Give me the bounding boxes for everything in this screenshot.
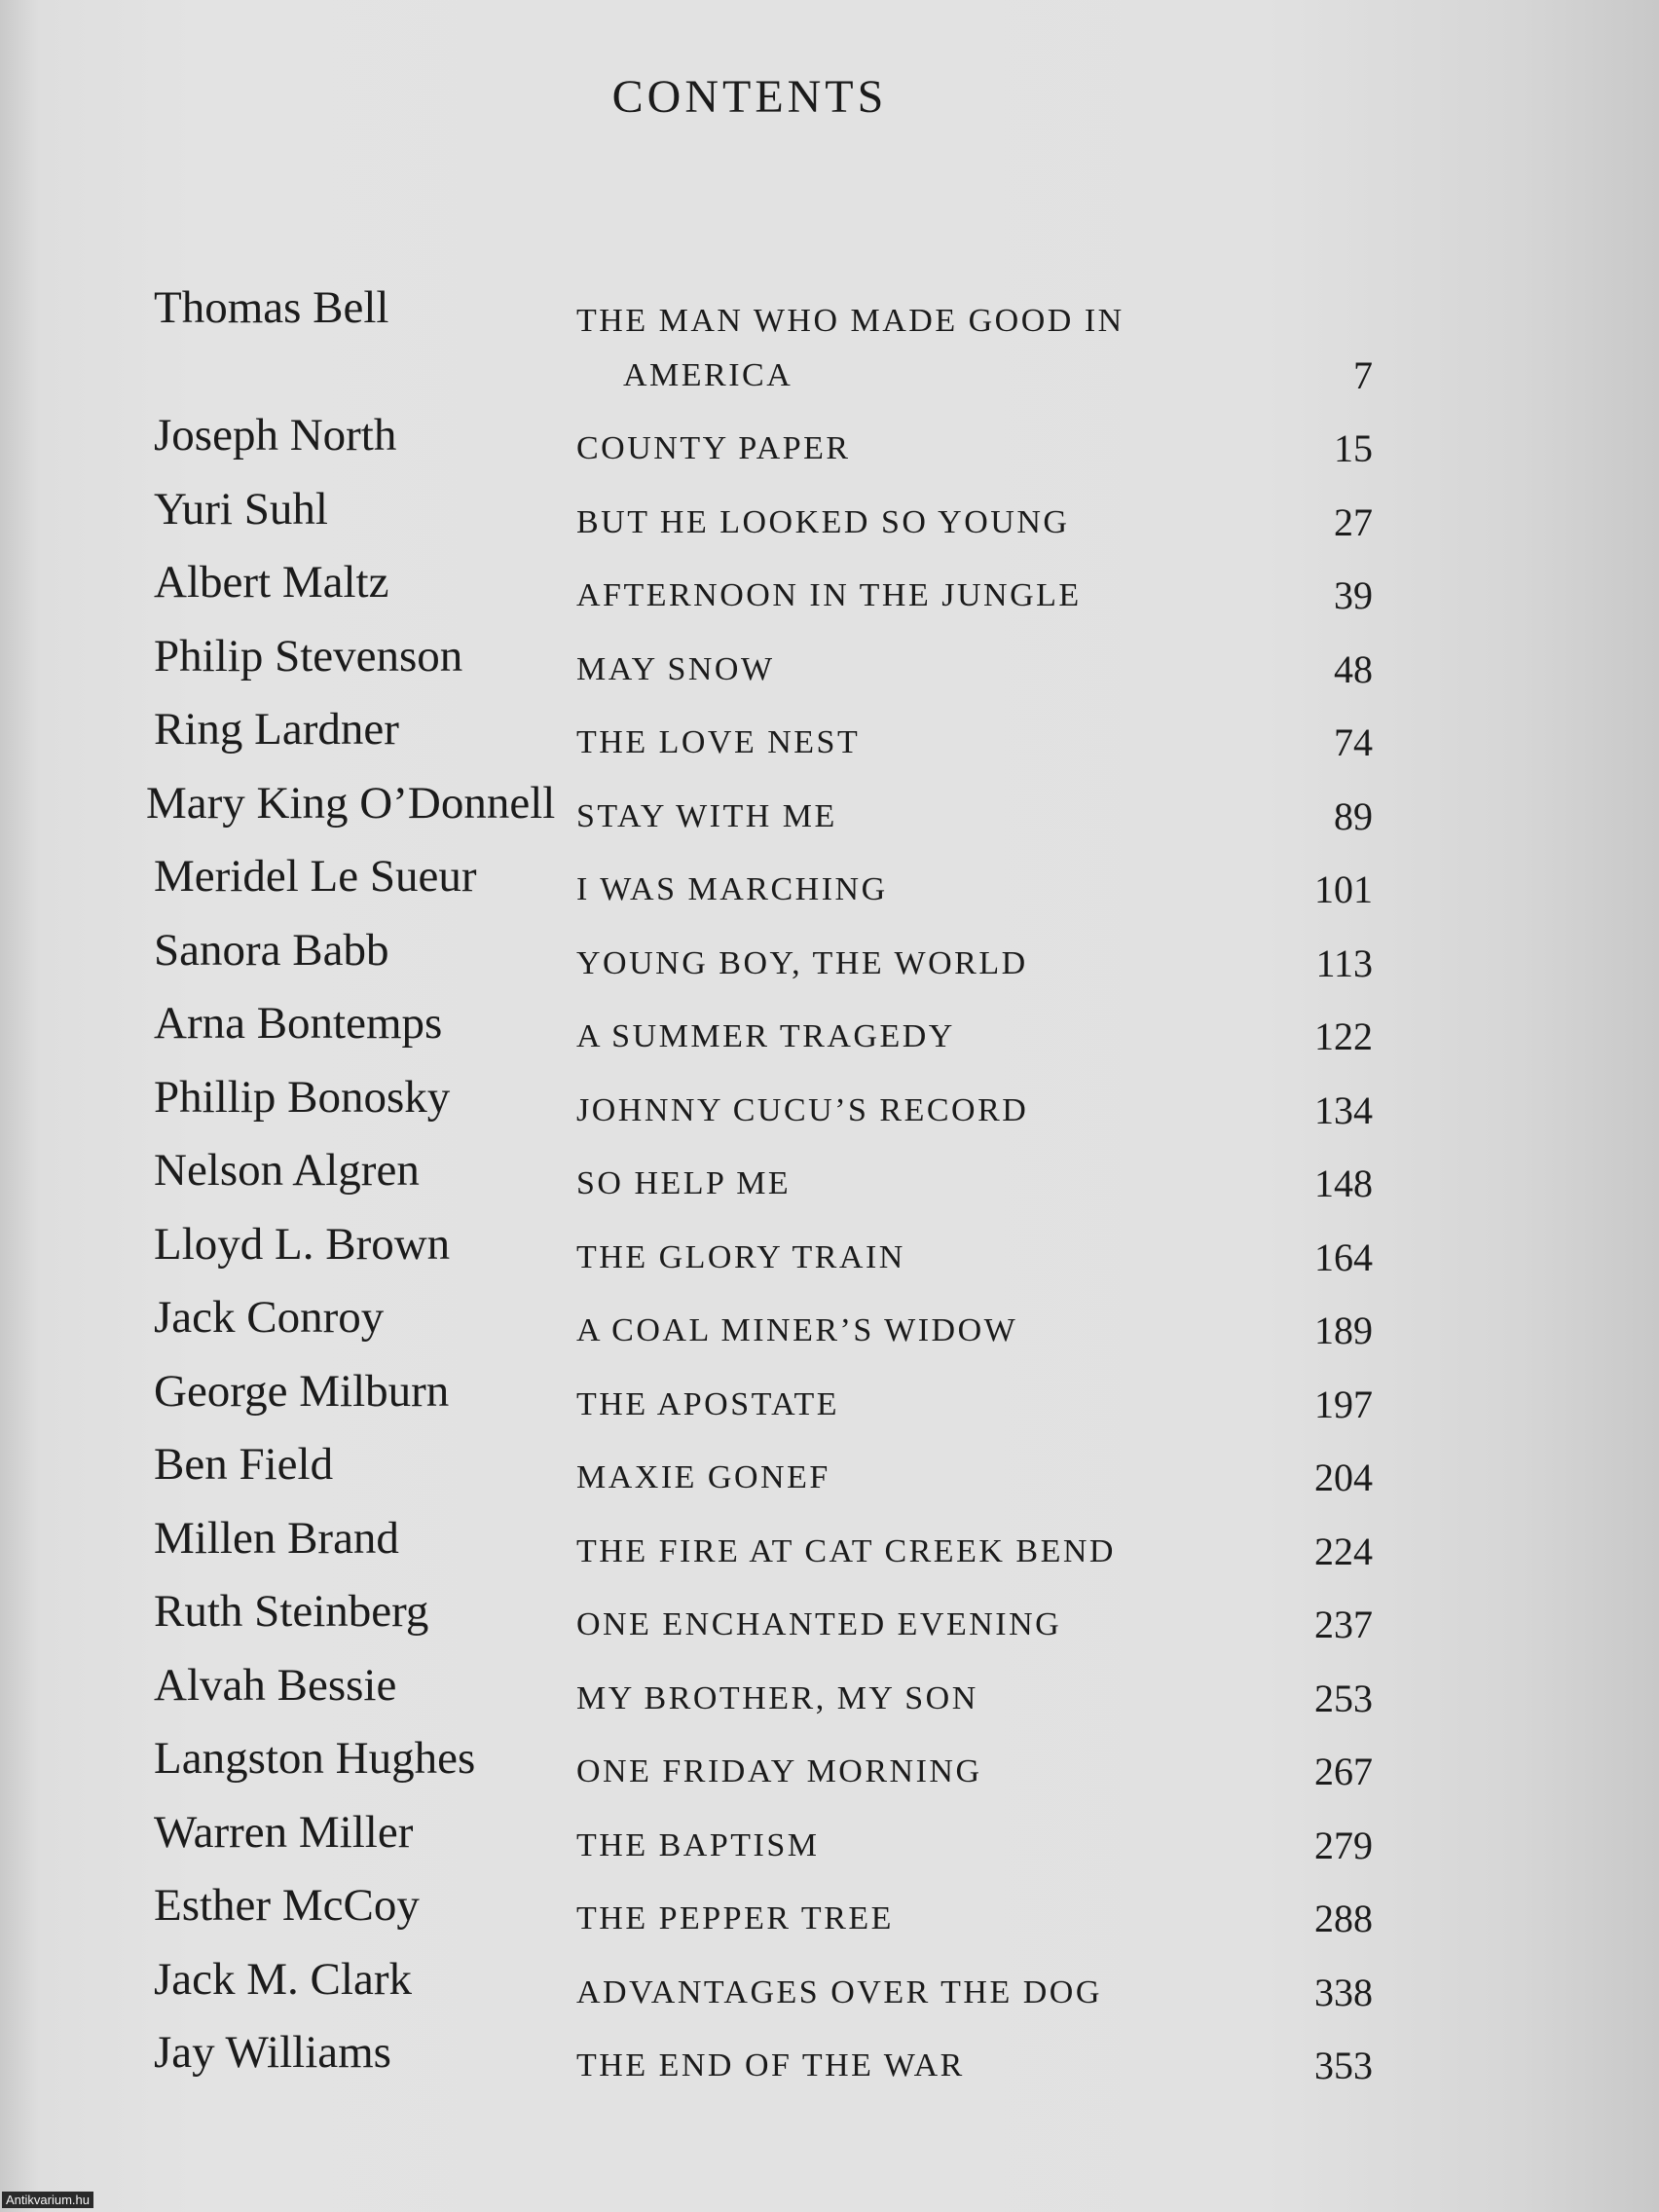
page-number: 15 [1334, 426, 1373, 470]
author-name: Langston Hughes [154, 1733, 476, 1784]
author-name: Ruth Steinberg [154, 1586, 429, 1637]
story-title: THE LOVE NEST [576, 724, 861, 760]
page-number: 74 [1334, 720, 1373, 764]
watermark: Antikvarium.hu [2, 2192, 93, 2208]
story-title: A SUMMER TRAGEDY [576, 1018, 955, 1054]
page-number: 197 [1314, 1382, 1373, 1426]
table-of-contents [146, 282, 1373, 2101]
author-name: Arna Bontemps [154, 998, 443, 1049]
author-name: Jack M. Clark [154, 1953, 412, 2005]
story-title: YOUNG BOY, THE WORLD [576, 944, 1028, 981]
toc-entry [146, 1292, 1373, 1366]
toc-entry [146, 2027, 1373, 2101]
page-number: 253 [1314, 1676, 1373, 1720]
page-number: 267 [1314, 1750, 1373, 1793]
author-name: Millen Brand [154, 1512, 399, 1564]
toc-entry [146, 1439, 1373, 1513]
author-name: Lloyd L. Brown [154, 1218, 451, 1270]
page-number: 48 [1334, 646, 1373, 691]
page-number: 353 [1314, 2044, 1373, 2087]
story-title: THE MAN WHO MADE GOOD IN AMERICA [576, 303, 1124, 393]
page-number: 122 [1314, 1014, 1373, 1058]
toc-entry [146, 282, 1373, 410]
author-name: Mary King O’Donnell [146, 777, 556, 829]
toc-entry [146, 631, 1373, 705]
story-title: I WAS MARCHING [576, 871, 888, 907]
story-title: ONE FRIDAY MORNING [576, 1753, 982, 1789]
story-title: THE APOSTATE [576, 1385, 840, 1422]
toc-entry [146, 851, 1373, 925]
story-title: MAXIE GONEF [576, 1459, 830, 1495]
story-title: ADVANTAGES OVER THE DOG [576, 1973, 1102, 2010]
author-name: Alvah Bessie [154, 1659, 397, 1711]
story-title: THE GLORY TRAIN [576, 1238, 905, 1275]
toc-entry [146, 484, 1373, 558]
author-name: Thomas Bell [154, 282, 389, 333]
page-number: 224 [1314, 1529, 1373, 1573]
page-number: 148 [1314, 1161, 1373, 1205]
author-name: Ben Field [154, 1439, 334, 1490]
author-name: Meridel Le Sueur [154, 851, 477, 902]
toc-entry [146, 1513, 1373, 1587]
page-number: 39 [1334, 573, 1373, 617]
toc-entry [146, 557, 1373, 631]
toc-entry [146, 1954, 1373, 2028]
page-number: 279 [1314, 1823, 1373, 1867]
author-name: Phillip Bonosky [154, 1071, 451, 1123]
author-name: Nelson Algren [154, 1145, 420, 1196]
page-number: 7 [1353, 353, 1373, 397]
author-name: Philip Stevenson [154, 630, 463, 682]
page-number: 101 [1314, 867, 1373, 911]
toc-entry [146, 998, 1373, 1072]
story-title: THE END OF THE WAR [576, 2047, 965, 2083]
toc-entry [146, 1733, 1373, 1807]
toc-entry [146, 925, 1373, 999]
page-number: 237 [1314, 1603, 1373, 1646]
page-number: 89 [1334, 793, 1373, 838]
author-name: Albert Maltz [154, 557, 389, 608]
story-title: THE BAPTISM [576, 1826, 820, 1863]
story-title: THE PEPPER TREE [576, 1900, 894, 1936]
page-number: 27 [1334, 499, 1373, 544]
story-title: THE FIRE AT CAT CREEK BEND [576, 1532, 1116, 1569]
page-number: 204 [1314, 1456, 1373, 1499]
story-title: MAY SNOW [576, 650, 775, 687]
toc-entry [146, 1219, 1373, 1293]
page-title: CONTENTS [611, 71, 888, 123]
story-title: MY BROTHER, MY SON [576, 1679, 978, 1716]
toc-entry [146, 704, 1373, 778]
toc-entry [146, 1366, 1373, 1440]
story-title: JOHNNY CUCU’S RECORD [576, 1091, 1029, 1128]
author-name: George Milburn [154, 1365, 450, 1417]
author-name: Warren Miller [154, 1806, 414, 1858]
toc-entry [146, 410, 1373, 484]
author-name: Jack Conroy [154, 1292, 385, 1343]
page-number: 134 [1314, 1088, 1373, 1132]
page-number: 164 [1314, 1235, 1373, 1279]
toc-entry [146, 778, 1373, 852]
author-name: Sanora Babb [154, 924, 389, 976]
story-title: SO HELP ME [576, 1165, 792, 1201]
story-title: AFTERNOON IN THE JUNGLE [576, 577, 1082, 613]
page-number: 113 [1315, 940, 1373, 985]
story-title: BUT HE LOOKED SO YOUNG [576, 503, 1070, 540]
page-number: 288 [1314, 1897, 1373, 1940]
toc-entry [146, 1807, 1373, 1881]
author-name: Ring Lardner [154, 704, 399, 755]
toc-entry [146, 1072, 1373, 1146]
toc-entry [146, 1880, 1373, 1954]
author-name: Jay Williams [154, 2027, 391, 2078]
toc-entry [146, 1586, 1373, 1660]
author-name: Joseph North [154, 410, 397, 461]
author-name: Esther McCoy [154, 1880, 420, 1931]
toc-entry [146, 1145, 1373, 1219]
page-number: 189 [1314, 1309, 1373, 1352]
story-title: A COAL MINER’S WIDOW [576, 1312, 1018, 1348]
page-number: 338 [1314, 1970, 1373, 2014]
story-title: COUNTY PAPER [576, 430, 851, 466]
author-name: Yuri Suhl [154, 483, 328, 535]
toc-entry [146, 1660, 1373, 1734]
story-title: ONE ENCHANTED EVENING [576, 1606, 1062, 1642]
story-title: STAY WITH ME [576, 797, 837, 834]
